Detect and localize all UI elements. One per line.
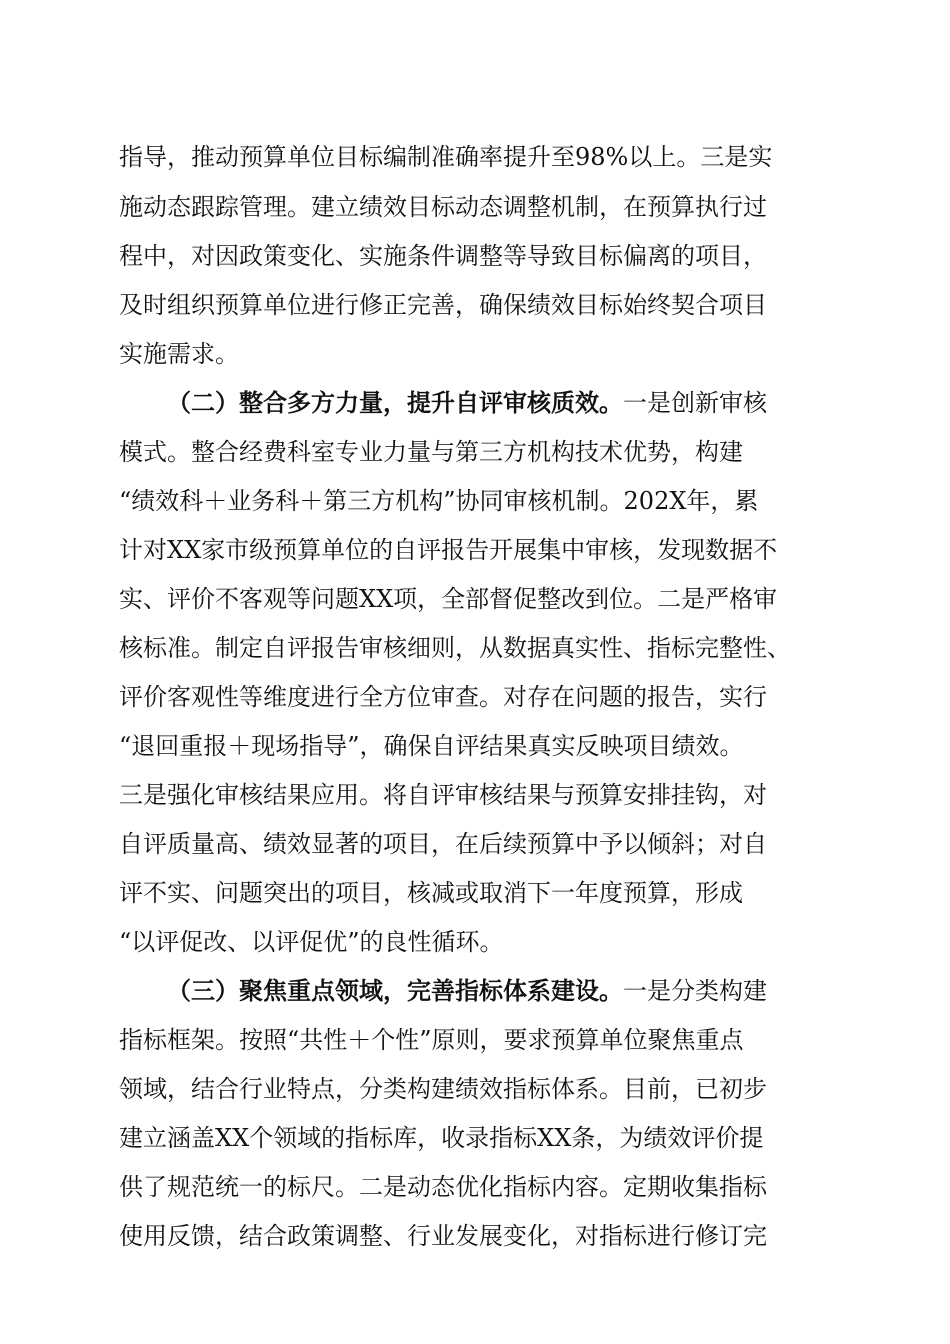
text-line: 三是强化审核结果应用。将自评审核结果与预算安排挂钩，对 bbox=[119, 781, 767, 809]
text-line: “以评促改、以评促优”的良性循环。 bbox=[119, 928, 504, 956]
text-line: 领域，结合行业特点，分类构建绩效指标体系。目前，已初步 bbox=[119, 1075, 767, 1103]
text-line: 指标框架。按照“共性＋个性”原则，要求预算单位聚焦重点 bbox=[119, 1026, 744, 1054]
text-line: “退回重报＋现场指导”，确保自评结果真实反映项目绩效。 bbox=[119, 732, 744, 760]
text-line: 程中，对因政策变化、实施条件调整等导致目标偏离的项目， bbox=[119, 242, 767, 270]
text-line: 模式。整合经费科室专业力量与第三方机构技术优势，构建 bbox=[119, 438, 743, 466]
section-heading: （三）聚焦重点领域，完善指标体系建设。 bbox=[167, 976, 623, 1005]
text-line: 建立涵盖XX个领域的指标库，收录指标XX条，为绩效评价提 bbox=[119, 1124, 764, 1152]
text-line: 及时组织预算单位进行修正完善，确保绩效目标始终契合项目 bbox=[119, 291, 767, 319]
text-line: 供了规范统一的标尺。二是动态优化指标内容。定期收集指标 bbox=[119, 1173, 767, 1201]
paragraph-line bbox=[167, 971, 767, 1011]
text-span: 一是创新审核 bbox=[623, 389, 767, 417]
text-line: 核标准。制定自评报告审核细则，从数据真实性、指标完整性、 bbox=[119, 634, 791, 662]
text-line: 评不实、问题突出的项目，核减或取消下一年度预算，形成 bbox=[119, 879, 743, 907]
paragraph-line bbox=[167, 383, 767, 423]
text-line: 评价客观性等维度进行全方位审查。对存在问题的报告，实行 bbox=[119, 683, 767, 711]
text-line: 计对XX家市级预算单位的自评报告开展集中审核，发现数据不 bbox=[119, 536, 778, 564]
text-span: 一是分类构建 bbox=[623, 977, 767, 1005]
text-line: 使用反馈，结合政策调整、行业发展变化，对指标进行修订完 bbox=[119, 1222, 767, 1250]
section-heading: （二）整合多方力量，提升自评审核质效。 bbox=[167, 388, 623, 417]
text-line: 自评质量高、绩效显著的项目，在后续预算中予以倾斜；对自 bbox=[119, 830, 767, 858]
text-line: 指导，推动预算单位目标编制准确率提升至98%以上。三是实 bbox=[119, 143, 773, 171]
text-line: 实施需求。 bbox=[119, 340, 239, 368]
text-line: 施动态跟踪管理。建立绩效目标动态调整机制，在预算执行过 bbox=[119, 193, 767, 221]
text-line: “绩效科＋业务科＋第三方机构”协同审核机制。202X年，累 bbox=[119, 487, 759, 515]
text-line: 实、评价不客观等问题XX项，全部督促整改到位。二是严格审 bbox=[119, 585, 778, 613]
